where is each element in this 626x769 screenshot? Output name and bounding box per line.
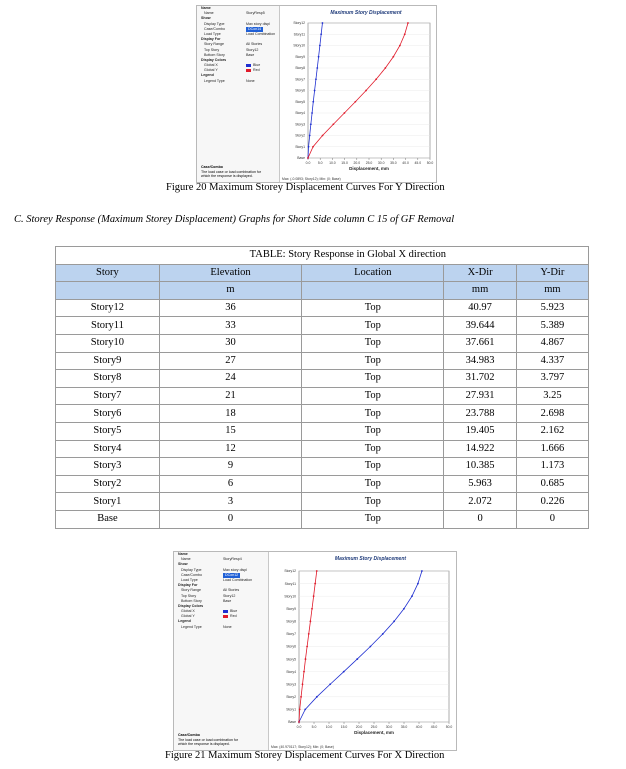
property-key: Story Range bbox=[181, 588, 201, 593]
table-cell: Top bbox=[302, 352, 444, 370]
property-panel bbox=[174, 552, 269, 750]
property-value: Max story displ bbox=[246, 21, 270, 26]
table-cell: Top bbox=[302, 387, 444, 405]
table-cell: 10.385 bbox=[444, 458, 516, 476]
x-tick-label: 35.0 bbox=[390, 161, 397, 165]
property-key: Global Y bbox=[181, 614, 195, 619]
header-elevation: Elevation bbox=[159, 264, 301, 282]
color-swatch bbox=[223, 615, 228, 618]
property-value: Load Combination bbox=[223, 577, 253, 582]
table-cell: Story10 bbox=[56, 334, 160, 352]
table-row bbox=[56, 334, 589, 352]
series-point bbox=[375, 78, 377, 80]
unit-y-dir: mm bbox=[516, 282, 588, 300]
property-key: Case/Combo bbox=[204, 26, 225, 31]
unit-x-dir: mm bbox=[444, 282, 516, 300]
series-point bbox=[404, 33, 406, 35]
displacement-chart bbox=[269, 552, 456, 750]
table-cell: 2.698 bbox=[516, 405, 588, 423]
story-tick-label: Story6 bbox=[295, 88, 305, 93]
status-bar: Max: (-0.0893; Story12); Min: (0; Base) bbox=[282, 177, 341, 181]
table-cell: Base bbox=[56, 510, 160, 528]
x-tick-label: 40.0 bbox=[402, 161, 409, 165]
status-bar: Max: (40.970117; Story12); Min: (0; Base) bbox=[271, 745, 334, 749]
unit-story bbox=[56, 282, 160, 300]
table-cell: Top bbox=[302, 422, 444, 440]
property-key: Display Colors bbox=[201, 57, 227, 62]
table-row bbox=[56, 299, 589, 317]
property-key: Case/Combo bbox=[181, 572, 202, 577]
series-point bbox=[322, 22, 324, 24]
property-key: Global Y bbox=[204, 68, 218, 73]
property-key: Name bbox=[204, 11, 214, 16]
table-row bbox=[56, 352, 589, 370]
property-value: Story12 bbox=[223, 593, 236, 598]
property-value-text: Red bbox=[230, 614, 237, 619]
table-header-row bbox=[56, 264, 589, 282]
series-point bbox=[344, 112, 346, 114]
table-cell: Top bbox=[302, 458, 444, 476]
table-cell: 3 bbox=[159, 493, 301, 511]
story-tick-label: Story2 bbox=[286, 695, 296, 700]
chart-area bbox=[269, 552, 456, 750]
table-cell: 30 bbox=[159, 334, 301, 352]
story-tick-label: Story6 bbox=[286, 644, 296, 649]
story-tick-label: Story10 bbox=[284, 594, 296, 599]
property-value: Max story displ bbox=[223, 567, 247, 572]
property-help-title: Case/Combo bbox=[178, 733, 200, 738]
property-key: Display Type bbox=[181, 567, 202, 572]
figure-20-caption: Figure 20 Maximum Storey Displacement Curves For Y Direction bbox=[166, 182, 445, 193]
table-cell: 5.963 bbox=[444, 475, 516, 493]
story-tick-label: Story3 bbox=[295, 122, 305, 127]
x-tick-label: 35.0 bbox=[400, 725, 408, 729]
property-key: Show bbox=[178, 562, 188, 567]
table-cell: 4.337 bbox=[516, 352, 588, 370]
series-point bbox=[356, 658, 358, 660]
property-key: Global X bbox=[181, 609, 195, 614]
series-point bbox=[308, 633, 310, 635]
table-cell: 4.867 bbox=[516, 334, 588, 352]
table-row bbox=[56, 317, 589, 335]
x-tick-label: 0.0 bbox=[296, 725, 302, 729]
header-location: Location bbox=[302, 264, 444, 282]
table-cell: 12 bbox=[159, 440, 301, 458]
table-row bbox=[56, 387, 589, 405]
x-tick-label: 45.0 bbox=[430, 725, 438, 729]
property-key: Legend Type bbox=[181, 624, 202, 629]
series-point bbox=[365, 90, 367, 92]
property-value: All Stories bbox=[246, 42, 263, 47]
property-value: DCon12 bbox=[225, 572, 239, 577]
table-row bbox=[56, 370, 589, 388]
table-row bbox=[56, 405, 589, 423]
series-point bbox=[307, 157, 309, 159]
figure-21-caption: Figure 21 Maximum Storey Displacement Curves For X Direction bbox=[165, 750, 445, 761]
series-point bbox=[314, 90, 316, 92]
series-point bbox=[306, 646, 308, 648]
series-point bbox=[313, 595, 315, 597]
property-value: Base bbox=[223, 598, 232, 603]
story-tick-label: Story8 bbox=[286, 619, 296, 624]
property-key: Display Colors bbox=[178, 603, 204, 608]
table-cell: Story1 bbox=[56, 493, 160, 511]
table-cell: 27 bbox=[159, 352, 301, 370]
table-units-row bbox=[56, 282, 589, 300]
property-help-text: The load case or load combination for which the response is displayed. bbox=[178, 737, 239, 746]
table-cell: 5.389 bbox=[516, 317, 588, 335]
story-tick-label: Base bbox=[297, 156, 305, 161]
x-tick-label: 10.0 bbox=[325, 725, 333, 729]
story-tick-label: Story10 bbox=[293, 43, 305, 48]
table-cell: 2.162 bbox=[516, 422, 588, 440]
table-row bbox=[56, 422, 589, 440]
table-cell: Top bbox=[302, 405, 444, 423]
series-point bbox=[304, 709, 306, 711]
story-tick-label: Story12 bbox=[293, 21, 305, 26]
property-help bbox=[201, 165, 271, 178]
table-cell: 31.702 bbox=[444, 370, 516, 388]
unit-elevation: m bbox=[159, 282, 301, 300]
story-tick-label: Story2 bbox=[295, 133, 305, 138]
displacement-chart bbox=[280, 6, 436, 182]
story-tick-label: Story4 bbox=[295, 111, 305, 116]
property-key: Legend bbox=[201, 73, 214, 78]
property-value: All Stories bbox=[223, 588, 240, 593]
series-point bbox=[316, 570, 318, 572]
table-cell: Story12 bbox=[56, 299, 160, 317]
series-point bbox=[310, 620, 312, 622]
table-caption-row bbox=[56, 247, 589, 265]
table-cell: Story6 bbox=[56, 405, 160, 423]
table-cell: Top bbox=[302, 299, 444, 317]
story-tick-label: Story11 bbox=[293, 32, 305, 37]
series-point bbox=[382, 633, 384, 635]
series-point bbox=[407, 22, 409, 24]
table-cell: 5.923 bbox=[516, 299, 588, 317]
table-cell: 27.931 bbox=[444, 387, 516, 405]
table-cell: 1.173 bbox=[516, 458, 588, 476]
table-cell: Story3 bbox=[56, 458, 160, 476]
table-cell: 18 bbox=[159, 405, 301, 423]
series-point bbox=[332, 123, 334, 125]
table-row bbox=[56, 440, 589, 458]
table-cell: 21 bbox=[159, 387, 301, 405]
series-point bbox=[308, 146, 310, 148]
x-tick-label: 0.0 bbox=[305, 161, 311, 165]
unit-location bbox=[302, 282, 444, 300]
property-value: Base bbox=[246, 52, 255, 57]
color-swatch bbox=[223, 610, 228, 613]
x-tick-label: 30.0 bbox=[385, 725, 393, 729]
series-point bbox=[393, 620, 395, 622]
chart-title: Maximum Story Displacement bbox=[334, 556, 407, 562]
table-cell: Story7 bbox=[56, 387, 160, 405]
story-tick-label: Story5 bbox=[295, 99, 305, 104]
property-value: Story12 bbox=[246, 47, 259, 52]
property-key: Legend Type bbox=[204, 78, 225, 83]
series-point bbox=[354, 101, 356, 103]
table-row bbox=[56, 493, 589, 511]
property-key: Name bbox=[181, 557, 191, 562]
story-tick-label: Story1 bbox=[286, 707, 296, 712]
table-cell: 23.788 bbox=[444, 405, 516, 423]
x-tick-label: 15.0 bbox=[341, 161, 348, 165]
property-value-text: Red bbox=[253, 68, 260, 73]
x-axis-label: Displacement, mm bbox=[349, 166, 389, 171]
x-tick-label: 50.0 bbox=[426, 161, 434, 165]
property-row[interactable] bbox=[197, 79, 279, 84]
x-tick-label: 10.0 bbox=[329, 161, 336, 165]
table-cell: 40.97 bbox=[444, 299, 516, 317]
series-point bbox=[329, 683, 331, 685]
table-cell: 33 bbox=[159, 317, 301, 335]
property-key: Global X bbox=[204, 63, 218, 68]
table-cell: 34.983 bbox=[444, 352, 516, 370]
series-point bbox=[312, 146, 314, 148]
property-key: Load Type bbox=[181, 577, 198, 582]
table-cell: 0.685 bbox=[516, 475, 588, 493]
x-tick-label: 25.0 bbox=[370, 725, 378, 729]
table-cell: Top bbox=[302, 317, 444, 335]
property-key: Story Range bbox=[204, 42, 224, 47]
table-cell: 37.661 bbox=[444, 334, 516, 352]
chart-title: Maximum Story Displacement bbox=[330, 10, 402, 16]
series-point bbox=[312, 101, 314, 103]
series-point bbox=[399, 45, 401, 47]
series-point bbox=[298, 721, 300, 723]
figure-21-panel bbox=[173, 551, 457, 751]
property-key: Name bbox=[178, 552, 188, 556]
series-point bbox=[316, 696, 318, 698]
figure-20-panel bbox=[196, 5, 437, 183]
table-cell: Story4 bbox=[56, 440, 160, 458]
series-point bbox=[303, 671, 305, 673]
property-value: StoryResp4 bbox=[223, 557, 242, 562]
property-key: Top Story bbox=[204, 47, 220, 52]
header-x-dir: X-Dir bbox=[444, 264, 516, 282]
table-cell: Story2 bbox=[56, 475, 160, 493]
series-point bbox=[299, 709, 301, 711]
table-cell: Top bbox=[302, 370, 444, 388]
story-tick-label: Base bbox=[288, 720, 296, 725]
series-point bbox=[310, 123, 312, 125]
story-tick-label: Story9 bbox=[295, 54, 305, 59]
x-tick-label: 20.0 bbox=[353, 161, 361, 165]
chart-area bbox=[280, 6, 436, 182]
story-tick-label: Story7 bbox=[286, 632, 296, 637]
story-tick-label: Story3 bbox=[286, 682, 296, 687]
table-cell: 0 bbox=[516, 510, 588, 528]
property-key: Bottom Story bbox=[181, 598, 202, 603]
table-cell: 0 bbox=[159, 510, 301, 528]
series-point bbox=[300, 696, 302, 698]
series-point bbox=[322, 135, 324, 137]
header-story: Story bbox=[56, 264, 160, 282]
property-key: Load Type bbox=[204, 31, 221, 36]
table-cell: 15 bbox=[159, 422, 301, 440]
table-cell: 36 bbox=[159, 299, 301, 317]
property-value: None bbox=[223, 624, 232, 629]
property-help-title: Case/Combo bbox=[201, 165, 223, 170]
series-point bbox=[411, 595, 413, 597]
table-cell: Story9 bbox=[56, 352, 160, 370]
property-row[interactable] bbox=[174, 625, 268, 630]
story-tick-label: Story5 bbox=[286, 657, 296, 662]
property-key: Display For bbox=[201, 37, 221, 42]
series-point bbox=[302, 683, 304, 685]
x-tick-label: 45.0 bbox=[414, 161, 422, 165]
property-key: Show bbox=[201, 16, 211, 21]
story-tick-label: Story12 bbox=[284, 569, 296, 574]
property-key: Name bbox=[201, 6, 211, 10]
series-point bbox=[384, 67, 386, 69]
table-cell: Story8 bbox=[56, 370, 160, 388]
table-row bbox=[56, 458, 589, 476]
series-point bbox=[318, 56, 320, 58]
x-tick-label: 5.0 bbox=[317, 161, 323, 165]
series-point bbox=[417, 583, 419, 585]
section-heading: C. Storey Response (Maximum Storey Displacement) Graphs for Short Side column C 15 of GF Removal bbox=[14, 214, 455, 225]
x-tick-label: 15.0 bbox=[340, 725, 348, 729]
series-point bbox=[311, 608, 313, 610]
series-point bbox=[320, 33, 322, 35]
property-value: None bbox=[246, 78, 255, 83]
property-key: Legend bbox=[178, 619, 191, 624]
property-list bbox=[174, 552, 268, 630]
table-cell: Top bbox=[302, 475, 444, 493]
x-tick-label: 25.0 bbox=[365, 161, 373, 165]
x-tick-label: 20.0 bbox=[355, 725, 363, 729]
series-point bbox=[319, 45, 321, 47]
color-swatch bbox=[246, 69, 251, 72]
story-tick-label: Story7 bbox=[295, 77, 305, 82]
table-cell: Top bbox=[302, 334, 444, 352]
table-cell: 3.797 bbox=[516, 370, 588, 388]
property-value-text: Blue bbox=[230, 609, 238, 614]
property-value: Load Combination bbox=[246, 31, 276, 36]
series-point bbox=[315, 78, 317, 80]
series-point bbox=[316, 67, 318, 69]
story-response-table bbox=[55, 246, 589, 529]
property-list bbox=[197, 6, 279, 84]
series-point bbox=[403, 608, 405, 610]
property-value-text: Blue bbox=[253, 63, 261, 68]
property-panel bbox=[197, 6, 280, 182]
x-tick-label: 5.0 bbox=[311, 725, 317, 729]
property-key: Top Story bbox=[181, 593, 197, 598]
property-value: DCon14 bbox=[248, 26, 262, 31]
series-point bbox=[305, 658, 307, 660]
table-cell: 19.405 bbox=[444, 422, 516, 440]
x-tick-label: 40.0 bbox=[415, 725, 423, 729]
property-value: StoryResp5 bbox=[246, 11, 265, 16]
table-cell: Top bbox=[302, 440, 444, 458]
table-cell: 1.666 bbox=[516, 440, 588, 458]
table-caption: TABLE: Story Response in Global X direction bbox=[302, 247, 589, 265]
table-cell: 0.226 bbox=[516, 493, 588, 511]
table-cell: Story5 bbox=[56, 422, 160, 440]
table-cell: Top bbox=[302, 510, 444, 528]
series-point bbox=[311, 112, 313, 114]
property-key: Bottom Story bbox=[204, 52, 225, 57]
table-cell: 2.072 bbox=[444, 493, 516, 511]
table-cell: 3.25 bbox=[516, 387, 588, 405]
x-axis-label: Displacement, mm bbox=[354, 730, 394, 735]
story-tick-label: Story8 bbox=[295, 66, 305, 71]
table-cell: 6 bbox=[159, 475, 301, 493]
property-key: Display For bbox=[178, 583, 198, 588]
x-tick-label: 30.0 bbox=[377, 161, 385, 165]
story-tick-label: Story1 bbox=[295, 144, 305, 149]
table-cell: 0 bbox=[444, 510, 516, 528]
series-point bbox=[369, 646, 371, 648]
property-key: Display Type bbox=[204, 21, 225, 26]
series-point bbox=[343, 671, 345, 673]
series-point bbox=[309, 135, 311, 137]
color-swatch bbox=[246, 64, 251, 67]
x-tick-label: 50.0 bbox=[445, 725, 453, 729]
series-point bbox=[392, 56, 394, 58]
property-help-text: The load case or load combination for which the response is displayed. bbox=[201, 169, 262, 178]
story-tick-label: Story4 bbox=[286, 669, 296, 674]
series-point bbox=[421, 570, 423, 572]
table-row bbox=[56, 510, 589, 528]
story-tick-label: Story9 bbox=[286, 606, 296, 611]
table-cell: 39.644 bbox=[444, 317, 516, 335]
table-cell: 9 bbox=[159, 458, 301, 476]
property-help bbox=[178, 733, 248, 746]
story-tick-label: Story11 bbox=[284, 581, 296, 586]
table-cell: Top bbox=[302, 493, 444, 511]
table-cell: 14.922 bbox=[444, 440, 516, 458]
table-row bbox=[56, 475, 589, 493]
table-cell: Story11 bbox=[56, 317, 160, 335]
series-point bbox=[314, 583, 316, 585]
table-cell: 24 bbox=[159, 370, 301, 388]
header-y-dir: Y-Dir bbox=[516, 264, 588, 282]
